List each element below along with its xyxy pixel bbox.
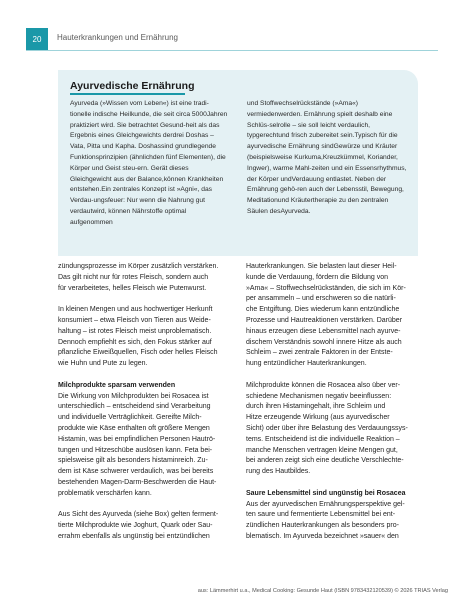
text-line: tierte Milchprodukte wie Joghurt, Quark oder Sau- (58, 522, 213, 530)
text-line: Hitze erzeugende Wirkung (aus ayurvedischer (246, 414, 390, 422)
paragraph (246, 381, 424, 478)
paragraph (58, 305, 236, 370)
text-line: Kreuzkümmel, Koriander, Ingwer), warme Mahl- (247, 153, 398, 172)
header-divider (26, 50, 438, 51)
body-left-column (58, 262, 236, 554)
text-line: Aus Sicht des Ayurveda (siehe Box) gelten ferment- (58, 511, 219, 519)
text-line: Schleim – zwei zentrale Faktoren in der Entste- (246, 349, 393, 357)
text-line: ern. Gerät dieses Gleichgewicht aus der Balance, (70, 164, 189, 183)
body-right-column (246, 262, 424, 554)
text-line: Dennoch empfiehlt es sich, den Fokus stärker auf (58, 338, 212, 346)
text-line: Hauterkrankungen. Sie belasten laut dieser Heil- (246, 263, 397, 270)
paragraph (58, 392, 236, 500)
paragraph (246, 500, 424, 543)
page-number: 20 (26, 28, 48, 50)
text-line: Milchprodukte können die Rosacea also über ver- (246, 381, 401, 389)
info-box-left-column (70, 99, 230, 229)
text-line: heit als das Ergebnis eines Gleichgewichts der (70, 121, 220, 140)
text-line: problematik verschärfen kann. (58, 489, 152, 497)
text-line: produkte wie Käse enthalten oft größere Mengen (58, 424, 210, 432)
text-line: bei anderen zeigt sich eine deutliche Verschlechte- (246, 457, 404, 465)
text-line: pflanzliche Eiweißquellen, Fisch oder helles Fleisch (58, 349, 218, 357)
text-line: tems. Entscheidend ist die individuelle Reaktion – (246, 435, 400, 443)
text-line: Ein zentrales Konzept ist »Agni«, das Verdau- (70, 186, 213, 205)
paragraph (246, 262, 424, 370)
text-line: konsumiert – etwa Fleisch von Tieren aus Weide- (58, 316, 211, 324)
text-line: blematisch. Im Ayurveda bezeichnet »sauer« den (246, 532, 399, 540)
paragraph (58, 262, 236, 294)
text-line: bestehenden Magen-Darm-Beschwerden die Haut- (58, 478, 217, 486)
paragraph (58, 510, 236, 542)
text-line: kunde die Verdauung, fördern die Bildung von (246, 273, 389, 281)
text-line: Prozesse und Hautreaktionen verstärken. Darüber (246, 316, 403, 324)
text-line: Typisch für die ayurvedische Ernährung sind (247, 132, 398, 151)
info-box-right-column (247, 99, 407, 218)
text-line: wird, können Nährstoffe optimal aufgenommen (70, 207, 187, 226)
text-line: ungsfeuer: Nur wenn die Nahrung gut verdaut (70, 197, 205, 215)
text-line: können Krankheiten entstehen. (70, 175, 224, 194)
text-line: In kleinen Mengen und aus hochwertiger Herkunft (58, 306, 213, 314)
text-line: zündlichen Hauterkrankungen als besonders pro- (246, 522, 399, 530)
text-line: sind grundlegende Funktionsprinzipien (ähnlich (70, 143, 217, 161)
footer-credit: aus: Lämmerhirt u.a., Medical Cooking: Gesunde Haut (ISBN 9783432120539) © 2026 TRIAS Verlag (197, 588, 448, 594)
info-box-title-underline (70, 93, 185, 95)
text-line: und frisch zubereitet sein. (278, 132, 355, 140)
running-title: Hauterkrankungen und Ernährung (57, 33, 178, 42)
text-line: tionelle indische Heilkunde, die seit circa 5000 (70, 110, 207, 118)
text-line: haltung – ist rotes Fleisch meist unproblematisch. (58, 327, 212, 335)
text-line: schiedene Mechanismen negativ beeinflussen: (246, 392, 392, 400)
text-line: »Ama« – Stoffwechselrückständen, die sich im Kör- (246, 284, 406, 292)
text-line: Gewürze und Kräuter (beispielsweise Kurkuma, (247, 143, 398, 161)
text-line: Ayurveda (»Wissen vom Leben«) ist eine tradi- (70, 100, 209, 107)
text-line: dem ist Käse schwerer verdaulich, was bei bereits (58, 468, 214, 476)
subheading-dairy: Milchprodukte sparsam verwenden (58, 381, 176, 389)
text-line: drei Doshas – Vata, Pitta und Kapha. Doshas (70, 132, 214, 151)
text-line: unterschiedlich – entscheidend sind Verarbeitung (58, 403, 211, 411)
text-line: und individuelle Verträglichkeit. Gereifte Milch- (58, 414, 202, 422)
text-line: hinaus erzeugen diese Lebensmittel nach ayurve- (246, 327, 401, 335)
text-line: den fünf Elementen), die Körper und Geist steu- (70, 153, 226, 172)
text-line: hung entzündlicher Hauterkrankungen. (246, 360, 367, 368)
text-line: wie Huhn und Pute zu legen. (58, 360, 148, 368)
text-line: manche Menschen vertragen kleine Mengen gut, (246, 446, 398, 454)
text-line: Jahren praktiziert wird. Sie betrachtet Gesund- (70, 110, 228, 129)
text-line: zeiten und ein Essensrhythmus, der Körper und (247, 164, 407, 183)
info-box-title: Ayurvedische Ernährung (70, 80, 195, 92)
text-line: rung des Hautbildes. (246, 468, 311, 476)
text-line: zündungsprozesse im Körper zusätzlich verstärken. (58, 263, 219, 270)
subheading-acidic-foods: Saure Lebensmittel sind ungünstig bei Rosacea (246, 489, 406, 497)
text-line: per ansammeln – und erschweren so die natürli- (246, 295, 396, 303)
text-line: und Kräutertherapie zu den zentralen Säulen des (247, 197, 389, 215)
text-line: ren auch der Lebensstil, Bewegung, Meditation (247, 186, 404, 205)
page-header (0, 28, 464, 50)
text-line: Ayurveda. (280, 207, 311, 215)
text-line: und Stoffwechselrückstände (»Ama«) vermieden (247, 100, 359, 118)
text-line: ten saure und fermentierte Lebensmittel bei ent- (246, 511, 396, 519)
text-line: durch ihren Histamingehalt, ihre Schleim und (246, 403, 386, 411)
text-line: tungen und Hitzeschübe auslösen kann. Feta bei- (58, 446, 213, 454)
text-line: Sicht) oder über ihre Belastung des Verdauungssys- (246, 424, 408, 432)
text-line: Verdauung entlastet. Neben der Ernährung gehö- (247, 175, 387, 194)
text-line: Das gilt nicht nur für rotes Fleisch, sondern auch (58, 273, 209, 281)
text-line: werden. Ernährung spielt deshalb eine Schlüs- (247, 110, 393, 129)
text-line: dischem Verständnis sowohl innere Hitze als auch (246, 338, 402, 346)
text-line: Die Wirkung von Milchprodukten bei Rosacea ist (58, 392, 209, 400)
text-line: spielsweise gilt als besonders histaminreich. Zu- (58, 457, 208, 465)
text-line: Aus der ayurvedischen Ernährungsperspektive gel- (246, 500, 405, 508)
text-line: für verarbeitetes, helles Fleisch wie Putenwurst. (58, 284, 207, 292)
text-line: che Entgiftung. Dies wiederum kann entzündliche (246, 306, 400, 314)
text-line: Histamin, was bei empfindlichen Personen Hautrö- (58, 435, 216, 443)
text-line: errahm ebenfalls als ungünstig bei entzündlichen (58, 532, 210, 540)
text-line: selrolle – sie soll leicht verdaulich, typgerecht (247, 121, 371, 140)
